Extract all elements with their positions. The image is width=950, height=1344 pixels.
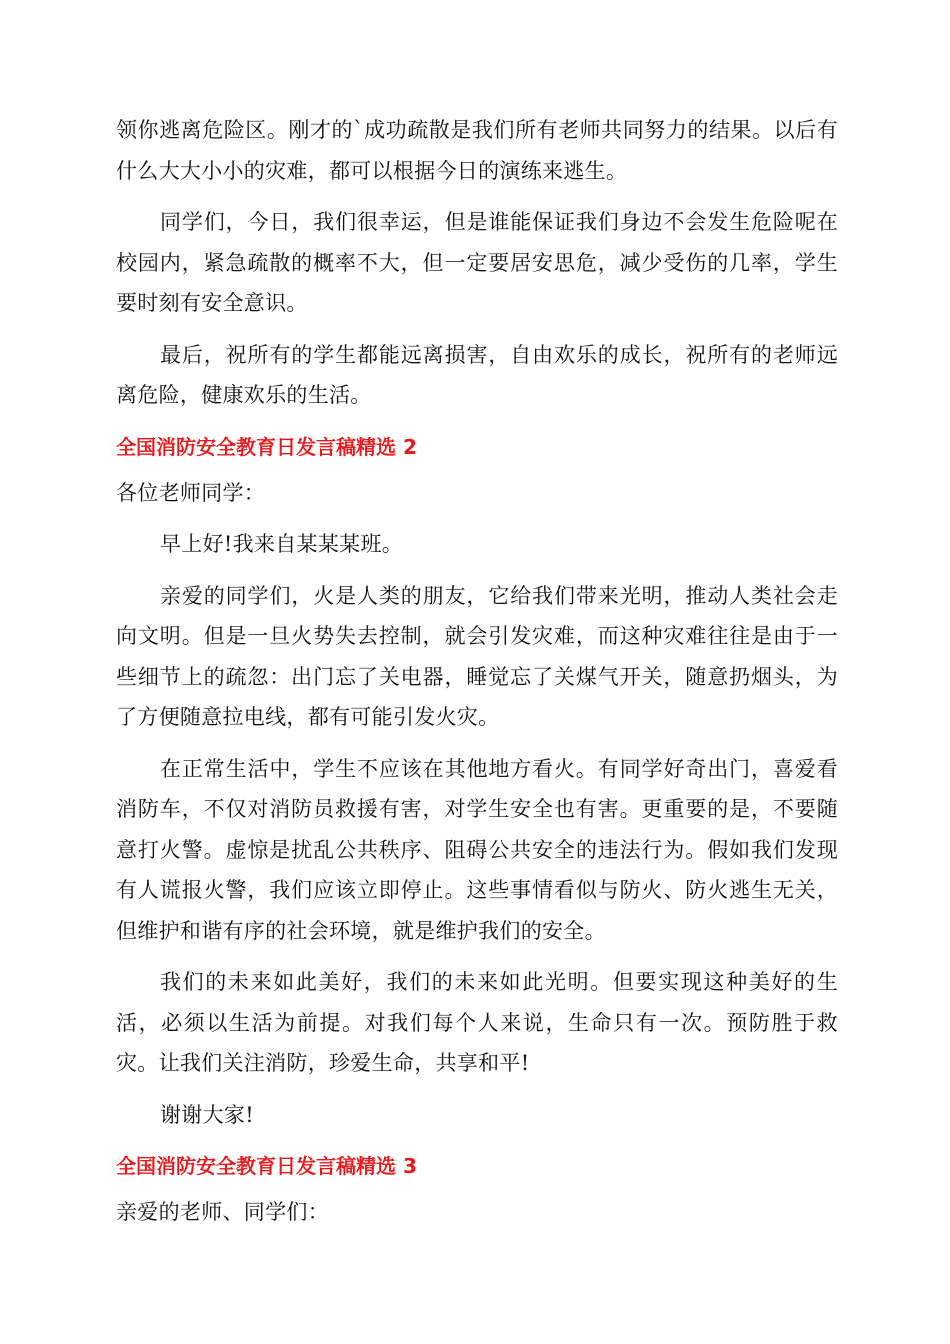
paragraph-safety-awareness: 同学们，今日，我们很幸运，但是谁能保证我们身边不会发生危险呢在校园内，紧急疏散的概率不大，但一定要居安思危，减少受伤的几率，学生要时刻有安全意识。 <box>116 210 838 315</box>
paragraph-salutation: 各位老师同学： <box>116 480 266 505</box>
paragraph-fire-intro: 亲爱的同学们，火是人类的朋友，它给我们带来光明，推动人类社会走向文明。但是一旦火势失去控制，就会引发灾难，而这种灾难往往是由于一些细节上的疏忽：出门忘了关电器，睡觉忘了关煤气开关，随意扔烟头，为了方便随意拉电线，都有可能引发火灾。 <box>116 583 838 729</box>
paragraph-thanks: 谢谢大家! <box>160 1102 254 1127</box>
section-heading-3: 全国消防安全教育日发言稿精选 3 <box>116 1154 417 1178</box>
paragraph-evacuation-result: 领你逃离危险区。刚才的`成功疏散是我们所有老师共同努力的结果。以后有什么大大小小的灾难，都可以根据今日的演练来逃生。 <box>116 118 838 183</box>
paragraph-future: 我们的未来如此美好，我们的未来如此光明。但要实现这种美好的生活，必须以生活为前提。对我们每个人来说，生命只有一次。预防胜于救灾。让我们关注消防，珍爱生命，共享和平! <box>116 970 838 1075</box>
paragraph-greeting: 早上好!我来自某某某班。 <box>160 532 404 556</box>
section-heading-2: 全国消防安全教育日发言稿精选 2 <box>116 434 417 459</box>
document-content <box>116 110 838 1244</box>
paragraph-fire-behavior: 在正常生活中，学生不应该在其他地方看火。有同学好奇出门，喜爱看消防车，不仅对消防员救援有害，对学生安全也有害。更重要的是，不要随意打火警。虚惊是扰乱公共秩序、阻碍公共安全的违法行为。假如我们发现有人谎报火警，我们应该立即停止。这些事情看似与防火、防火逃生无关，但维护和谐有序的社会环境，就是维护我们的安全。 <box>116 756 838 943</box>
paragraph-closing-wishes: 最后，祝所有的学生都能远离损害，自由欢乐的成长，祝所有的老师远离危险，健康欢乐的生活。 <box>116 342 838 407</box>
paragraph-salutation-3: 亲爱的老师、同学们： <box>116 1200 329 1224</box>
